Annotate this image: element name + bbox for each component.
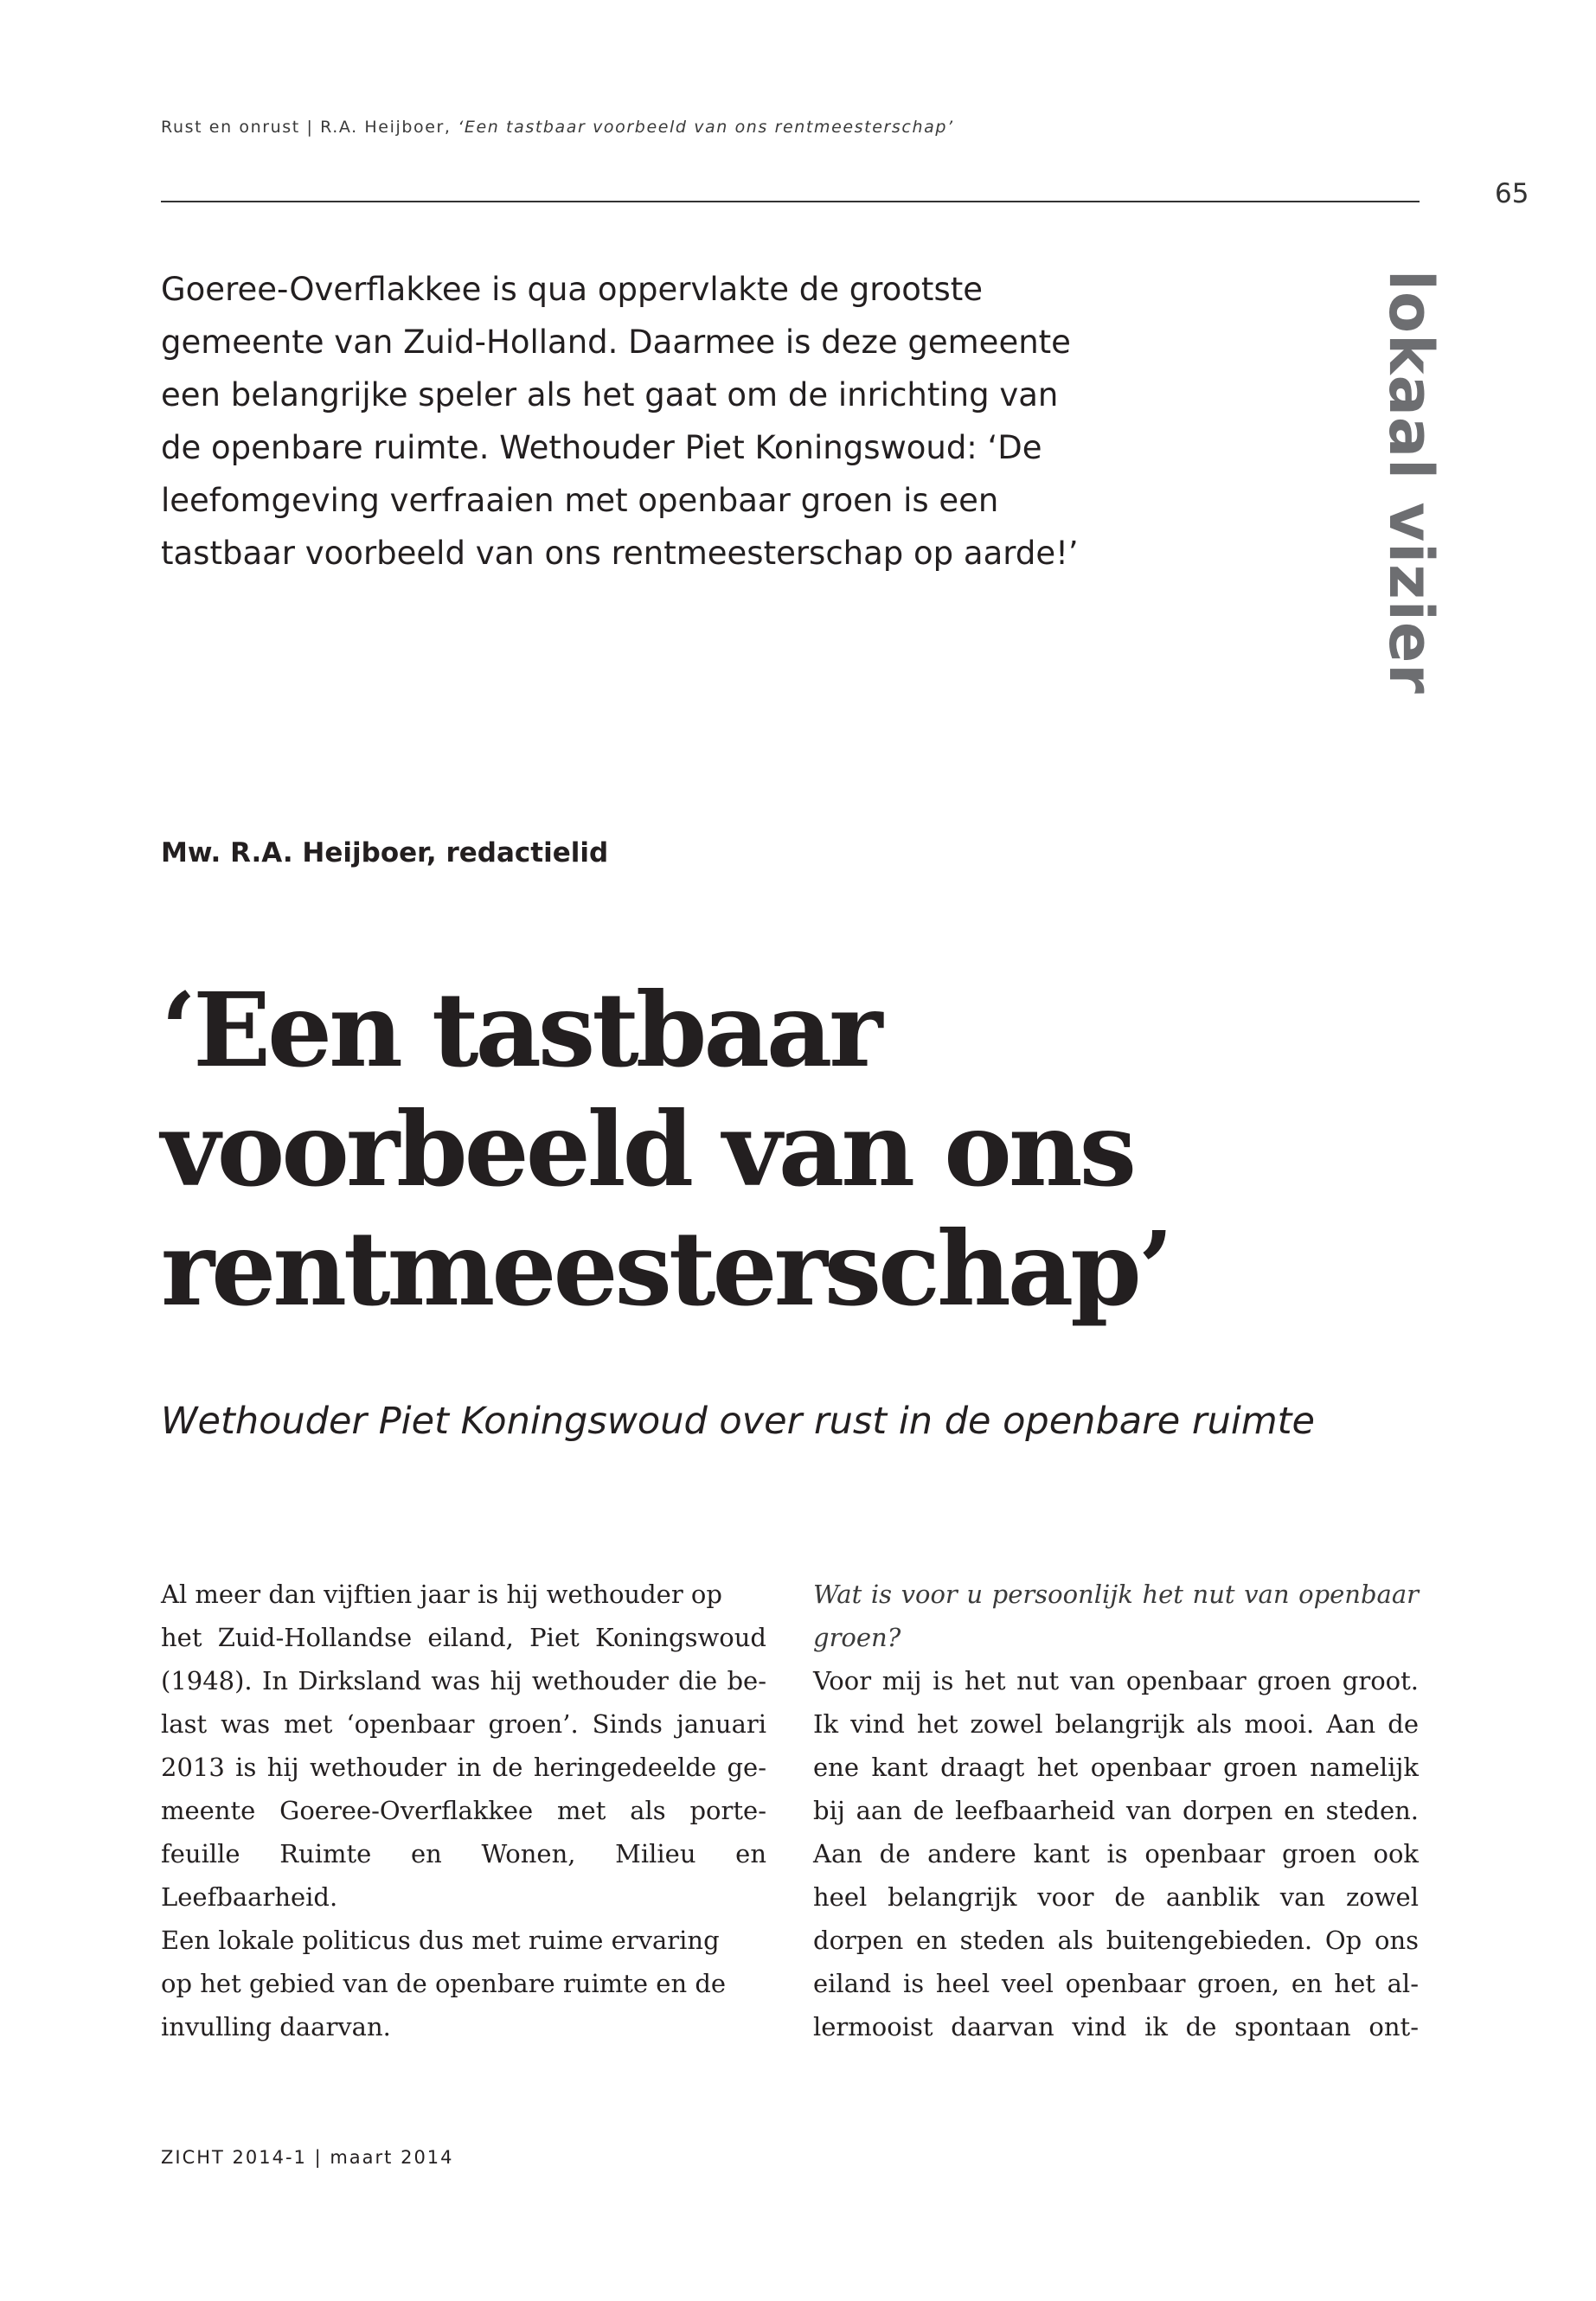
headline-line: voorbeeld van ons	[161, 1089, 1134, 1209]
intro-line: tastbaar voorbeeld van ons rentmeesterschap op aarde!’	[161, 535, 1079, 572]
answer-line: bij aan de leefbaarheid van dorpen en steden.	[813, 1796, 1419, 1825]
section-label: lokaal vizier	[1375, 270, 1446, 695]
answer-line: lermooist daarvan vind ik de spontaan ont-	[813, 2012, 1419, 2041]
interview-question: groen?	[813, 1623, 901, 1652]
body-line: (1948). In Dirksland was hij wethouder die be-	[161, 1666, 766, 1695]
intro-line: gemeente van Zuid-Holland. Daarmee is deze gemeente	[161, 324, 1071, 361]
body-line: Leefbaarheid.	[161, 1882, 338, 1912]
answer-line: dorpen en steden als buitengebieden. Op ons	[813, 1926, 1419, 1955]
body-line: last was met ‘openbaar groen’. Sinds januari	[161, 1709, 766, 1739]
right-column	[813, 1573, 1419, 2048]
body-line: Al meer dan vijftien jaar is hij wethouder op	[161, 1580, 722, 1609]
article-headline	[161, 971, 1458, 1329]
answer-line: Aan de andere kant is openbaar groen ook	[813, 1839, 1419, 1868]
intro-line: een belangrijke speler als het gaat om de inrichting van	[161, 376, 1059, 413]
left-column	[161, 1573, 766, 2048]
page-footer: ZICHT 2014-1 | maart 2014	[161, 2147, 454, 2168]
page-number: 65	[1495, 178, 1529, 209]
intro-line: Goeree-Overflakkee is qua oppervlakte de grootste	[161, 271, 983, 308]
body-line: Een lokale politicus dus met ruime ervaring	[161, 1926, 720, 1955]
interview-question: Wat is voor u persoonlijk het nut van openbaar	[813, 1580, 1419, 1609]
headline-line: rentmeesterschap’	[161, 1208, 1170, 1329]
answer-line: Voor mij is het nut van openbaar groen groot.	[813, 1666, 1419, 1695]
running-header-left: Rust en onrust | R.A. Heijboer,	[161, 118, 458, 137]
body-line: 2013 is hij wethouder in de heringedeelde ge-	[161, 1753, 766, 1782]
author-byline: Mw. R.A. Heijboer, redactielid	[161, 837, 609, 868]
article-subtitle: Wethouder Piet Koningswoud over rust in de openbare ruimte	[161, 1400, 1315, 1443]
body-line: het Zuid-Hollandse eiland, Piet Koningswoud	[161, 1623, 766, 1652]
running-header-title: ‘Een tastbaar voorbeeld van ons rentmeesterschap’	[458, 118, 954, 137]
answer-line: ene kant draagt het openbaar groen namelijk	[813, 1753, 1419, 1782]
answer-line: eiland is heel veel openbaar groen, en het al-	[813, 1969, 1419, 1998]
body-line: meente Goeree-Overflakkee met als porte-	[161, 1796, 766, 1825]
answer-line: heel belangrijk voor de aanblik van zowel	[813, 1882, 1419, 1912]
intro-line: de openbare ruimte. Wethouder Piet Koningswoud: ‘De	[161, 429, 1042, 466]
intro-line: leefomgeving verfraaien met openbaar groen is een	[161, 482, 999, 519]
intro-paragraph	[161, 263, 1164, 580]
body-line: invulling daarvan.	[161, 2012, 391, 2041]
body-line: feuille Ruimte en Wonen, Milieu en	[161, 1839, 766, 1868]
body-line: op het gebied van de openbare ruimte en de	[161, 1969, 727, 1998]
running-header	[161, 118, 954, 137]
answer-line: Ik vind het zowel belangrijk als mooi. Aan de	[813, 1709, 1419, 1739]
headline-line: ‘Een tastbaar	[161, 970, 880, 1090]
header-rule	[161, 201, 1420, 202]
